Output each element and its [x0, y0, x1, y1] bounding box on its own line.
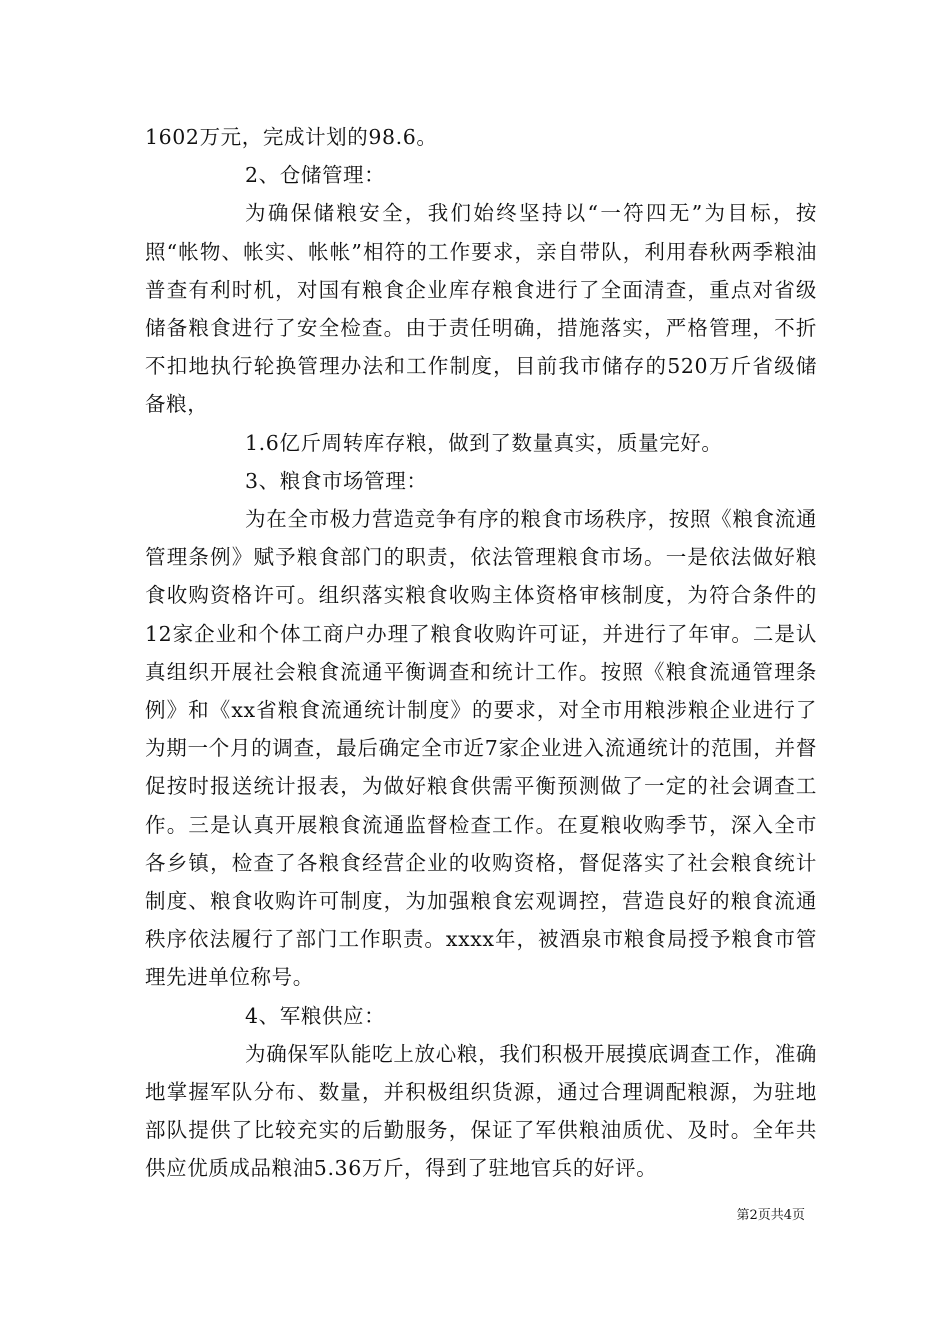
section-heading-military-supply: 4、军粮供应：: [245, 1003, 386, 1028]
paragraph-continuation: 1602万元，完成计划的98.6。: [145, 125, 438, 149]
section-heading-storage: 2、仓储管理：: [245, 163, 386, 188]
section-heading-market: 3、粮食市场管理：: [245, 468, 428, 493]
paragraph-storage: 为确保储粮安全，我们始终坚持以“一符四无”为目标，按照“帐物、帐实、帐帐”相符的工作要求，亲自带队，利用春秋两季粮油普查有利时机，对国有粮食企业库存粮食进行了全面清查，重点对省级储备粮食进行了安全检查。由于责任明确，措施落实，严格管理，不折不扣地执行轮换管理办法和工作制度，目前我市储存的520万斤省级储备粮，: [145, 201, 817, 417]
paragraph-military-supply: 为确保军队能吃上放心粮，我们积极开展摸底调查工作，准确地掌握军队分布、数量，并积极组织货源，通过合理调配粮源，为驻地部队提供了比较充实的后勤服务，保证了军供粮油质优、及时。全年共供应优质成品粮油5.36万斤，得到了驻地官兵的好评。: [145, 1041, 817, 1181]
page-number-footer: 第2页共4页: [736, 1208, 805, 1223]
paragraph-market: 为在全市极力营造竞争有序的粮食市场秩序，按照《粮食流通管理条例》赋予粮食部门的职责，依法管理粮食市场。一是依法做好粮食收购资格许可。组织落实粮食收购主体资格审核制度，为符合条件的12家企业和个体工商户办理了粮食收购许可证，并进行了年审。二是认真组织开展社会粮食流通平衡调查和统计工作。按照《粮食流通管理条例》和《xx省粮食流通统计制度》的要求，对全市用粮涉粮企业进行了为期一个月的调查，最后确定全市近7家企业进入流通统计的范围，并督促按时报送统计报表，为做好粮食供需平衡预测做了一定的社会调查工作。三是认真开展粮食流通监督检查工作。在夏粮收购季节，深入全市各乡镇，检查了各粮食经营企业的收购资格，督促落实了社会粮食统计制度、粮食收购许可制度，为加强粮食宏观调控，营造良好的粮食流通秩序依法履行了部门工作职责。xxxx年，被酒泉市粮食局授予粮食市管理先进单位称号。: [145, 507, 817, 990]
document-body: [145, 118, 817, 1188]
paragraph-storage-continued: 1.6亿斤周转库存粮，做到了数量真实，质量完好。: [245, 430, 723, 455]
